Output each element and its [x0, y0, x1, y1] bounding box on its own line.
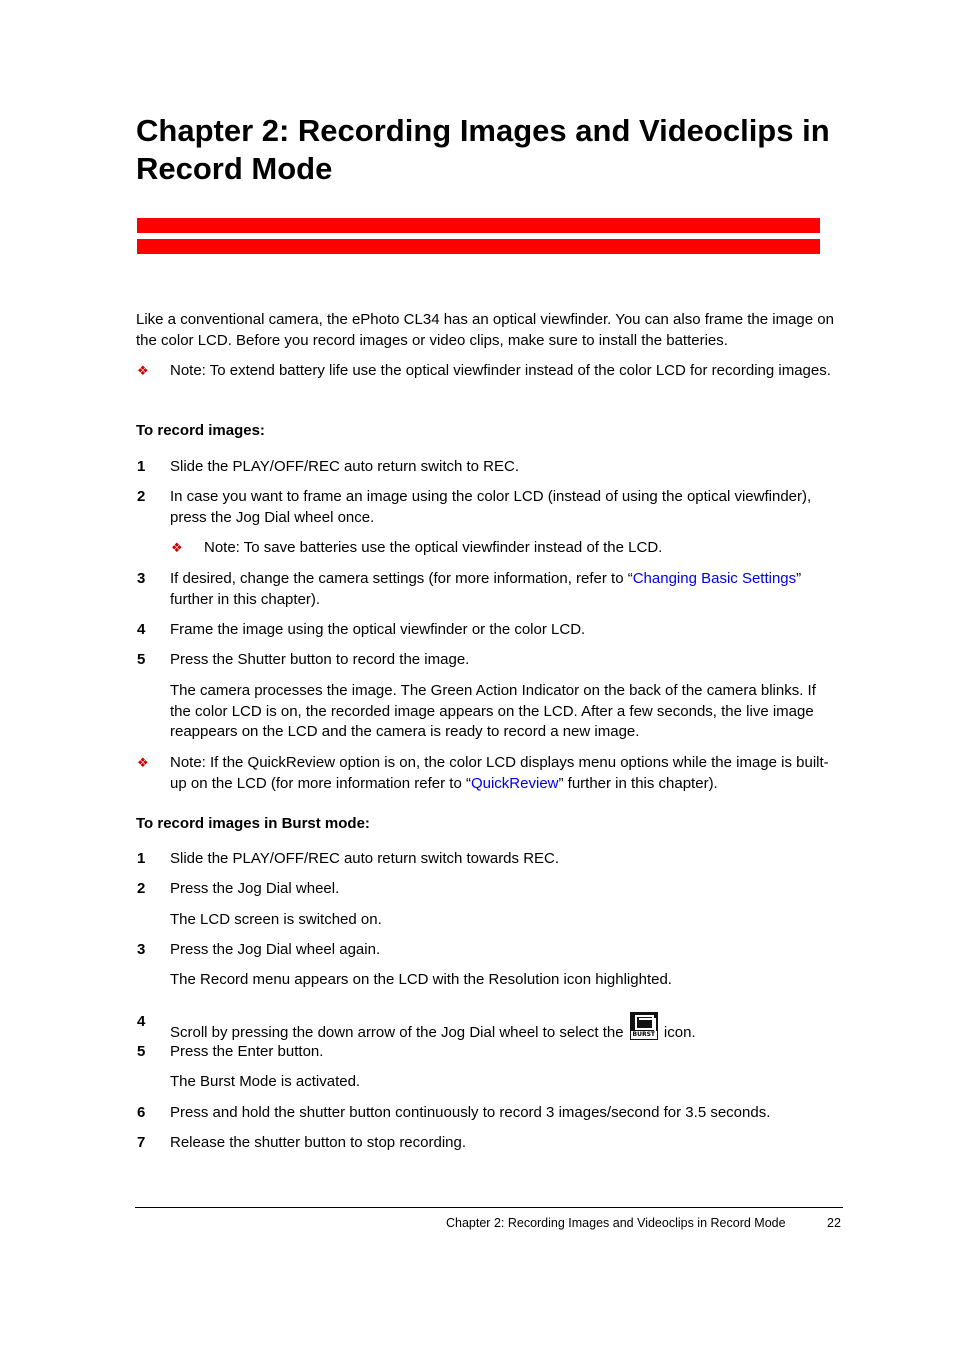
step-number: 7	[137, 1134, 146, 1151]
link-quickreview[interactable]: QuickReview	[470, 774, 559, 792]
step-detail: The Record menu appears on the LCD with the Resolution icon highlighted.	[170, 971, 672, 988]
note-quickreview: Note: If the QuickReview option is on, the color LCD displays menu options while the image is built-up on the LCD (for more information refer to “QuickReview” further in this chapter).	[170, 754, 829, 792]
diamond-bullet-icon: ❖	[137, 755, 149, 770]
step-text: Press the Jog Dial wheel again.	[170, 941, 381, 958]
step-number: 6	[137, 1104, 146, 1121]
step-number: 2	[137, 488, 146, 505]
section-heading-burst: To record images in Burst mode:	[136, 815, 370, 832]
step-detail: The camera processes the image. The Green Action Indicator on the back of the camera blinks. If the color LCD is on, the recorded image appears on the LCD. After a few seconds, the live image reappears on the LCD and the camera is ready to record a new image.	[170, 682, 816, 740]
step-text: Press the Enter button.	[170, 1043, 324, 1060]
step-text: Press the Shutter button to record the image.	[170, 651, 470, 668]
link-changing-basic-settings[interactable]: Changing Basic Settings	[632, 570, 797, 587]
step-text: Frame the image using the optical viewfinder or the color LCD.	[170, 621, 586, 638]
burst-mode-icon: BURST	[630, 1012, 658, 1040]
step-number: 4	[137, 1013, 146, 1030]
step-detail: The Burst Mode is activated.	[170, 1073, 361, 1090]
diamond-bullet-icon: ❖	[137, 363, 149, 378]
page-number: 22	[827, 1216, 841, 1230]
step-number: 5	[137, 1043, 146, 1060]
page-title: Chapter 2: Recording Images and Videoclips in Record Mode	[136, 113, 830, 186]
step-number: 3	[137, 941, 146, 958]
diamond-bullet-icon: ❖	[171, 540, 183, 555]
step-number: 1	[137, 850, 146, 867]
title-rule-top	[137, 218, 820, 233]
step-text: Slide the PLAY/OFF/REC auto return switch to REC.	[170, 458, 520, 475]
intro-paragraph: Like a conventional camera, the ePhoto CL34 has an optical viewfinder. You can also frame the image on the color LCD. Before you record images or video clips, make sure to install the batteries.	[136, 311, 834, 349]
step-text: Scroll by pressing the down arrow of the Jog Dial wheel to select the BURST icon.	[170, 1012, 840, 1044]
footer-rule	[135, 1207, 843, 1208]
step-number: 1	[137, 458, 146, 475]
note-battery: Note: To extend battery life use the optical viewfinder instead of the color LCD for recording images.	[170, 362, 831, 379]
step-number: 3	[137, 570, 146, 587]
step-text: In case you want to frame an image using the color LCD (instead of using the optical viewfinder), press the Jog Dial wheel once.	[170, 488, 812, 526]
step-text: Release the shutter button to stop recording.	[170, 1134, 467, 1151]
step-text: If desired, change the camera settings (for more information, refer to “Changing Basic Settings” further in this chapter).	[170, 570, 802, 608]
step-number: 5	[137, 651, 146, 668]
note-save-batteries: Note: To save batteries use the optical viewfinder instead of the LCD.	[204, 539, 663, 556]
step-text: Press the Jog Dial wheel.	[170, 880, 340, 897]
step-number: 2	[137, 880, 146, 897]
step-text: Slide the PLAY/OFF/REC auto return switch towards REC.	[170, 850, 560, 867]
step-detail: The LCD screen is switched on.	[170, 911, 382, 928]
section-heading-record: To record images:	[136, 422, 265, 439]
step-text: Press and hold the shutter button continuously to record 3 images/second for 3.5 seconds.	[170, 1104, 771, 1121]
title-rule-bottom	[137, 239, 820, 254]
step-number: 4	[137, 621, 146, 638]
footer-chapter-title: Chapter 2: Recording Images and Videoclips in Record Mode	[446, 1216, 786, 1230]
